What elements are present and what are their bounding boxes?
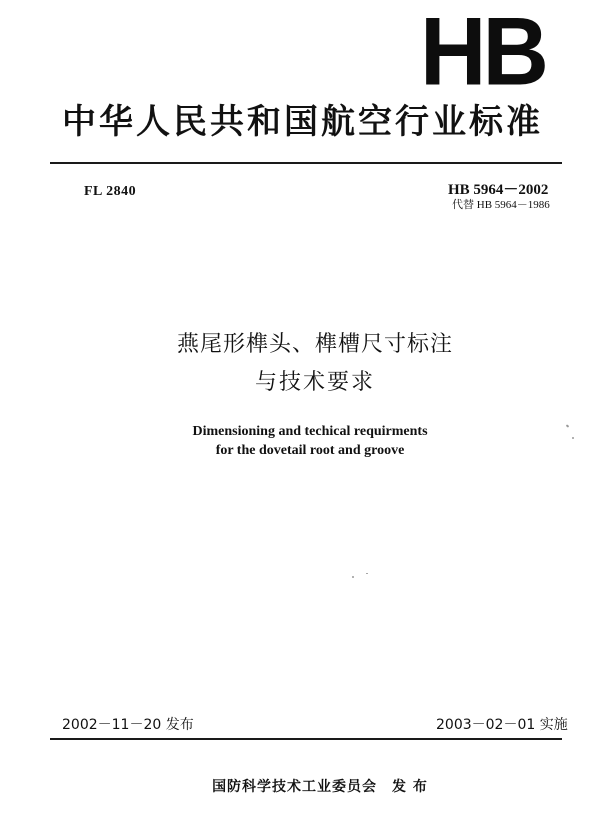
scan-speck	[366, 573, 368, 574]
issue-date: 2002－11－20 发布	[62, 717, 194, 733]
footer-divider	[50, 738, 562, 740]
title-english-line-2: for the dovetail root and groove	[215, 443, 405, 458]
title-english-line-1: Dimensioning and techical requirments	[192, 424, 428, 439]
hb-logo: HB	[420, 0, 545, 106]
standard-number: HB 5964－2002	[448, 182, 549, 198]
title-chinese-line-1: 燕尾形榫头、榫槽尺寸标注	[176, 332, 453, 357]
scan-speck	[352, 576, 354, 578]
header-divider	[50, 162, 562, 164]
replaces-standard: 代替 HB 5964－1986	[452, 199, 550, 211]
classification-code: FL 2840	[84, 184, 137, 199]
publisher: 国防科学技术工业委员会 发 布	[212, 779, 428, 795]
scan-speck	[572, 437, 574, 439]
industry-title: 中华人民共和国航空行业标准	[62, 102, 543, 142]
scan-speck	[566, 424, 570, 427]
title-chinese-line-2: 与技术要求	[254, 370, 375, 395]
implementation-date: 2003－02－01 实施	[436, 717, 568, 733]
